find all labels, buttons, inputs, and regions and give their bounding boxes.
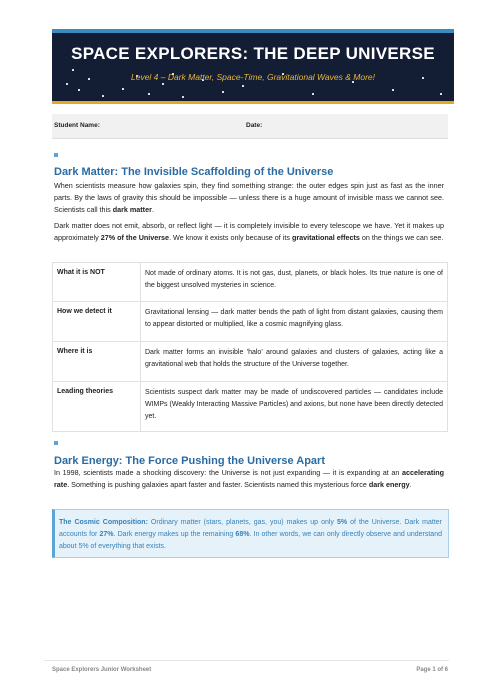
table-row bbox=[53, 381, 447, 431]
star-dot bbox=[242, 85, 244, 87]
footer-page-number: Page 1 of 6 bbox=[416, 667, 448, 673]
date-label: Date: bbox=[246, 122, 263, 129]
row-text: Scientists suspect dark matter may be made of undiscovered particles — candidates include WIMPs (Weakly Interacting Massive Particles) and axions, but none have been directly detected yet. bbox=[145, 389, 443, 420]
row-text: Dark matter forms an invisible 'halo' around galaxies and clusters of galaxies, acting like a gravitational web that holds the structure of the Universe together. bbox=[145, 349, 443, 368]
star-dot bbox=[162, 83, 164, 85]
section-heading-dark-matter: Dark Matter: The Invisible Scaffolding of the Universe bbox=[54, 166, 334, 178]
section-heading-dark-energy: Dark Energy: The Force Pushing the Universe Apart bbox=[54, 455, 325, 467]
footer-divider bbox=[44, 660, 449, 661]
star-dot bbox=[222, 91, 224, 93]
star-dot bbox=[72, 69, 74, 71]
section-marker-icon bbox=[54, 441, 58, 445]
footer-worksheet-name: Space Explorers Junior Worksheet bbox=[52, 667, 152, 673]
section-marker-icon bbox=[54, 153, 58, 157]
page-subtitle: Level 4 – Dark Matter, Space-Time, Gravitational Waves & More! bbox=[130, 72, 375, 82]
student-name-label: Student Name: bbox=[54, 122, 100, 129]
paragraph-dark-matter-intro: When scientists measure how galaxies spin, they find something strange: the outer edges spin just as fast as the inner parts. By the laws of gravity this should be impossible — unless there is a huge amount of invisible mass we cannot see. Scientists call this dark matter. bbox=[54, 181, 444, 214]
star-dot bbox=[66, 83, 68, 85]
star-dot bbox=[122, 88, 124, 90]
student-info-row bbox=[52, 114, 448, 139]
star-dot bbox=[148, 93, 150, 95]
paragraph-dark-matter-invisible: Dark matter does not emit, absorb, or reflect light — it is completely invisible to every telescope we have. Yet it makes up approximately 27% of the Universe. We know it exists only because of its gravitational effects on the things we can see. bbox=[54, 221, 444, 242]
page-title: SPACE EXPLORERS: THE DEEP UNIVERSE bbox=[71, 44, 435, 63]
callout-text: The Cosmic Composition: Ordinary matter (stars, planets, gas, you) makes up only 5% of the Universe. Dark matter accounts for 27%. Dark energy makes up the remaining 68%. In other words, we can only directly observe and understand about 5% of everything that exists. bbox=[59, 519, 442, 550]
star-dot bbox=[102, 95, 104, 97]
row-label: Leading theories bbox=[53, 382, 141, 431]
star-dot bbox=[182, 96, 184, 98]
star-dot bbox=[392, 89, 394, 91]
dark-matter-table bbox=[52, 262, 448, 432]
cosmic-composition-callout bbox=[52, 509, 449, 558]
table-row bbox=[53, 341, 447, 381]
row-text: Gravitational lensing — dark matter bends the path of light from distant galaxies, causing them to appear distorted or multiplied, like a cosmic magnifying glass. bbox=[145, 309, 443, 328]
star-dot bbox=[312, 93, 314, 95]
star-dot bbox=[78, 89, 80, 91]
table-row bbox=[53, 301, 447, 341]
row-label: What it is NOT bbox=[53, 263, 141, 301]
paragraph-dark-energy: In 1998, scientists made a shocking discovery: the Universe is not just expanding — it is expanding at an accelerating rate. Something is pushing galaxies apart faster and faster. Scientists named this mysterious force dark energy. bbox=[54, 468, 444, 489]
star-dot bbox=[440, 93, 442, 95]
row-label: Where it is bbox=[53, 342, 141, 381]
row-label: How we detect it bbox=[53, 302, 141, 341]
header-banner bbox=[52, 29, 454, 104]
row-text: Not made of ordinary atoms. It is not gas, dust, planets, or black holes. Its true nature is one of the biggest unsolved mysteries in science. bbox=[145, 270, 443, 289]
table-row bbox=[53, 263, 447, 301]
